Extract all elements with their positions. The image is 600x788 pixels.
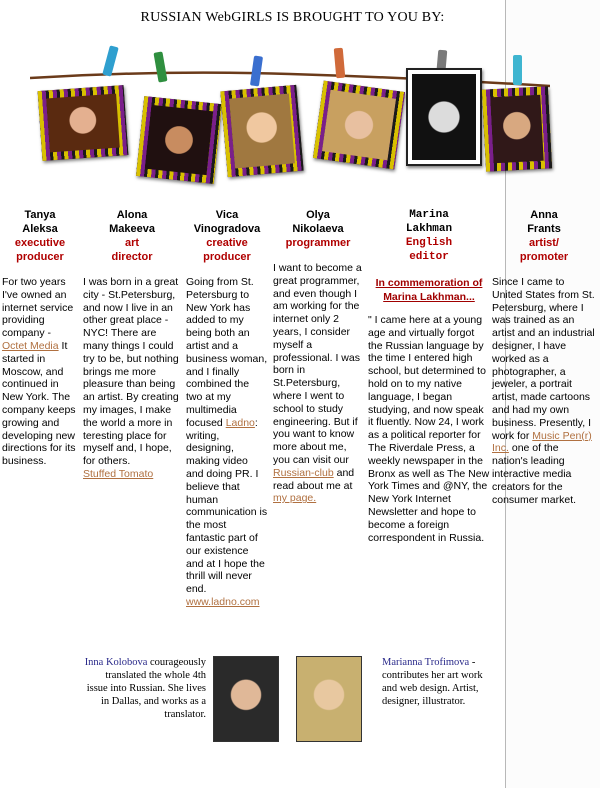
person-column-anna: [492, 208, 596, 506]
person-name: Vica Vinogradova: [193, 209, 261, 235]
person-column-tanya: [2, 208, 78, 468]
stuffed-tomato-link[interactable]: Stuffed Tomato: [83, 467, 154, 480]
russian-club-link[interactable]: Russian-club: [273, 466, 334, 479]
person-column-vica: [186, 208, 268, 609]
photo-vica: [220, 85, 303, 177]
person-role: art director: [111, 237, 153, 263]
person-column-marina: [368, 208, 490, 544]
person-bio: Going from St. Petersburg to New York has added to my being both an artist and a business woman, and I finally combined the two at my multimedia focused Ladno: writing, designing, making video and doing PR. I believe that human communication is the most fantastic part of our existence and at I hope the thrill will never end. www.ladno.com: [186, 276, 268, 608]
person-role: artist/ promoter: [519, 237, 569, 263]
person-role: executive producer: [14, 237, 66, 263]
photo-olya: [313, 81, 405, 170]
ladno-url-link[interactable]: www.ladno.com: [186, 595, 260, 608]
commemoration-link[interactable]: In commemoration of Marina Lakhman...: [375, 277, 483, 303]
person-name: Alona Makeeva: [109, 209, 155, 235]
person-name: Marina Lakhman: [405, 209, 453, 235]
person-bio: I want to become a great programmer, and even though I am working for the internet only 2 years, I consider myself a professional. I was born in St.Petersburg, where I went to school to study engineering. But if you want to know more about me, you can visit our Russian-club and read about me at my page.: [273, 262, 362, 505]
person-role: creative producer: [203, 237, 251, 263]
credit-name: Marianna Trofimova: [382, 657, 470, 668]
page-title: RUSSIAN WebGIRLS IS BROUGHT TO YOU BY:: [140, 10, 445, 25]
clothespin-icon: [334, 48, 346, 79]
person-role: English editor: [405, 237, 453, 263]
credit-name: Inna Kolobova: [84, 657, 148, 668]
photo-alona: [136, 96, 222, 184]
person-name: Anna Frants: [527, 209, 561, 235]
photo-tanya: [38, 85, 129, 161]
person-column-alona: [83, 208, 181, 481]
person-name: Tanya Aleksa: [22, 209, 58, 235]
credit-inna: Inna Kolobova courageously translated the whole 4th issue into Russian. She lives in Dallas, and works as a translator.: [84, 657, 206, 720]
person-name: Olya Nikolaeva: [292, 209, 344, 235]
photo-inna: [213, 656, 279, 742]
octet-media-link[interactable]: Octet Media: [2, 339, 59, 352]
person-bio: I was born in a great city - St.Petersburg, and now I live in an other great place - NYC! There are many things I could try to be, but nothing brings me more pleasure than being an artist. By creating my images, I make the world a more in teresting place for myself and, I hope, for others. Stuffed Tomato: [83, 276, 179, 480]
my-page-link[interactable]: my page.: [273, 492, 317, 505]
person-column-olya: [273, 208, 363, 505]
person-role: programmer: [285, 237, 351, 249]
photo-anna: [482, 86, 552, 171]
clothespin-icon: [513, 55, 522, 85]
photo-marina: [406, 68, 482, 166]
person-bio: In commemoration of Marina Lakhman... " I came here at a young age and virtually forgot the Russian language by the time I entered high school, but determined to hold on to my native language, I began studying, and now speak it fluently. Now 24, I work as a political reporter for The Riverdale Press, a weekly newspaper in the Bronx as well as The New York Times and @NY, the New York Internet Newsletter and hope to become a foreign correspondent in Russia.: [368, 277, 490, 544]
music-pen-link[interactable]: Music Pen(r) Inc.: [492, 429, 592, 455]
person-bio: For two years I've owned an internet service providing company - Octet Media It started in Moscow, and continued in New York. The company keeps growing and developing new directions for its business.: [2, 276, 76, 468]
photo-marianna: [296, 656, 362, 742]
person-bio: Since I came to United States from St. Petersburg, where I was trained as an artist and an industrial designer, I have worked as a photographer, a jeweler, a portrait artist, made cartoons and had my own business. Presently, I work for Music Pen(r) Inc. one of the nation's leading interactive media creators for the consumer market.: [492, 276, 595, 506]
credit-marianna: Marianna Trofimova - contributes her art work and web design. Artist, designer, illustrator.: [382, 657, 483, 707]
ladno-link[interactable]: Ladno: [225, 416, 255, 429]
